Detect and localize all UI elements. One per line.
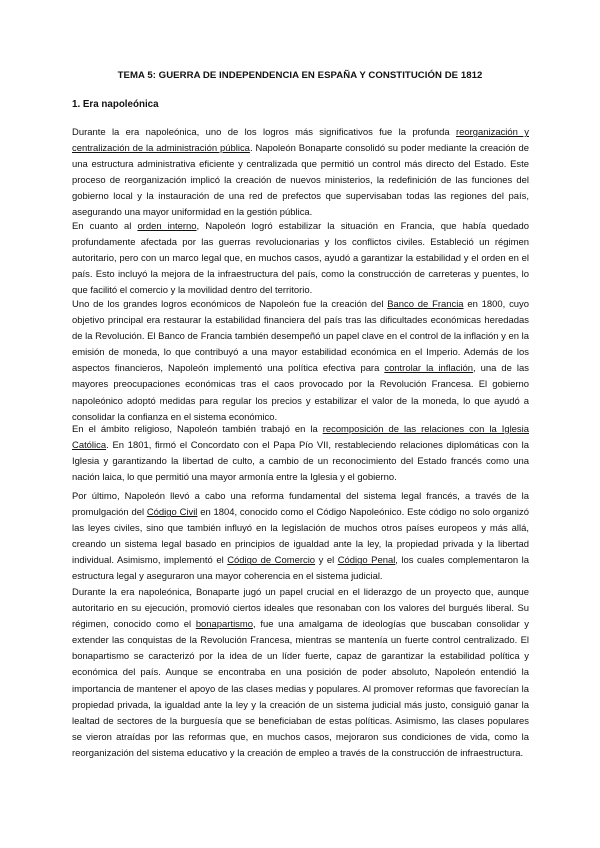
underlined-term: orden interno [137,221,197,232]
paragraph-legal-system: Por último, Napoleón llevó a cabo una reforma fundamental del sistema legal francés, a través de la promulgación del Código Civil en 1804, conocido como el Código Napoleónico. Este código no solo organizó las leyes civiles, sino que también influyó en la legislación de muchos otros países europeos y más allá, creando un sistema legal basado en principios de igualdad ante la ley, la propiedad privada y la libertad individual. Asimismo, implementó el Código de Comercio y el Código Penal, los cuales complementaron la estructura legal y aseguraron una mayor coherencia en el sistema judicial. [72,491,530,583]
underlined-term: controlar la inflación [384,363,474,375]
underlined-term: recomposición de las relaciones con la Iglesia Católica [72,424,529,452]
section-heading: 1. Era napoleónica [72,99,159,110]
paragraph-economy: Uno de los grandes logros económicos de Napoleón fue la creación del Banco de Francia en 1800, cuyo objetivo principal era restaurar la estabilidad financiera del país tras las dificultades económicas heredadas de la Revolución. El Banco de Francia también desempeñó un papel clave en el control de la inflación y en la emisión de moneda, lo que contribuyó a una mayor estabilidad económica en el Imperio. Además de los aspectos financieros, Napoleón implementó una política efectiva para controlar la inflación, una de las mayores preocupaciones económicas tras el caos provocado por la Revolución Francesa. El gobierno napoleónico adoptó medidas para regular los precios y estabilizar el valor de la moneda, lo que ayudó a consolidar la confianza en el sistema económico. [72,299,529,423]
paragraph-administration: Durante la era napoleónica, uno de los logros más significativos fue la profunda reorganización y centralización de la administración pública. Napoleón Bonaparte consolidó su poder mediante la creación de una estructura administrativa eficiente y centralizada que permitió un control más directo del Estado. Este proceso de reorganización implicó la creación de nuevos ministerios, la redefinición de las funciones del gobierno local y la instauración de una red de prefectos que supervisaban todas las regiones del país, asegurando una mayor uniformidad en la gestión pública. [72,127,529,219]
underlined-term: bonapartismo [195,619,253,631]
underlined-term: Código Penal [337,555,396,567]
paragraph-internal-order: En cuanto al orden interno, Napoleón logró estabilizar la situación en Francia, que había quedado profundamente afectada por las guerras revolucionarias y los conflictos civiles. Estableció un régimen autoritario, pero con un marco legal que, en muchos casos, ayudó a garantizar la estabilidad y el orden en el país. Esto incluyó la mejora de la infraestructura del país, como la construcción de carreteras y puentes, lo que facilitó el comercio y la movilidad dentro del territorio. [72,221,529,297]
underlined-term: Código Civil [146,507,198,519]
paragraph-religion: En el ámbito religioso, Napoleón también trabajó en la recomposición de las relaciones con la Iglesia Católica. En 1801, firmó el Concordato con el Papa Pío VII, restableciendo relaciones diplomáticas con la Iglesia y garantizando la libertad de culto, a cambio de un reconocimiento del Estado francés como una nación laica, lo que permitió una mayor armonía entre la Iglesia y el gobierno. [72,424,529,484]
underlined-term: Código de Comercio [227,555,316,567]
paragraph-bonapartism: Durante la era napoleónica, Bonaparte jugó un papel crucial en el liderazgo de un proyecto que, aunque autoritario en su ejecución, promovió ciertos ideales que resonaban con los valores del burgués liberal. Su régimen, conocido como el bonapartismo, fue una amalgama de ideologías que buscaban consolidar y extender las conquistas de la Revolución Francesa, mientras se mantenía un fuerte control centralizado. El bonapartismo se caracterizó por la idea de un líder fuerte, capaz de garantizar la estabilidad política y económica del país. Aunque se encontraba en una posición de poder absoluto, Napoleón entendió la importancia de mantener el apoyo de las clases medias y populares. Al promover reformas que favorecían la propiedad privada, la igualdad ante la ley y la creación de un sistema judicial más justo, consiguió ganar la lealtad de sectores de la burguesía que se beneficiaban de estas políticas. Asimismo, las clases populares se vieron atraídas por las reformas que, en muchos casos, mejoraron sus condiciones de vida, como la reorganización del sistema educativo y la creación de empleo a través de la construcción de infraestructura. [72,587,529,759]
underlined-term: reorganización y centralización de la administración pública [72,127,529,155]
underlined-term: Banco de Francia [387,299,464,310]
document-title: TEMA 5: GUERRA DE INDEPENDENCIA EN ESPAÑA Y CONSTITUCIÓN DE 1812 [117,70,483,81]
